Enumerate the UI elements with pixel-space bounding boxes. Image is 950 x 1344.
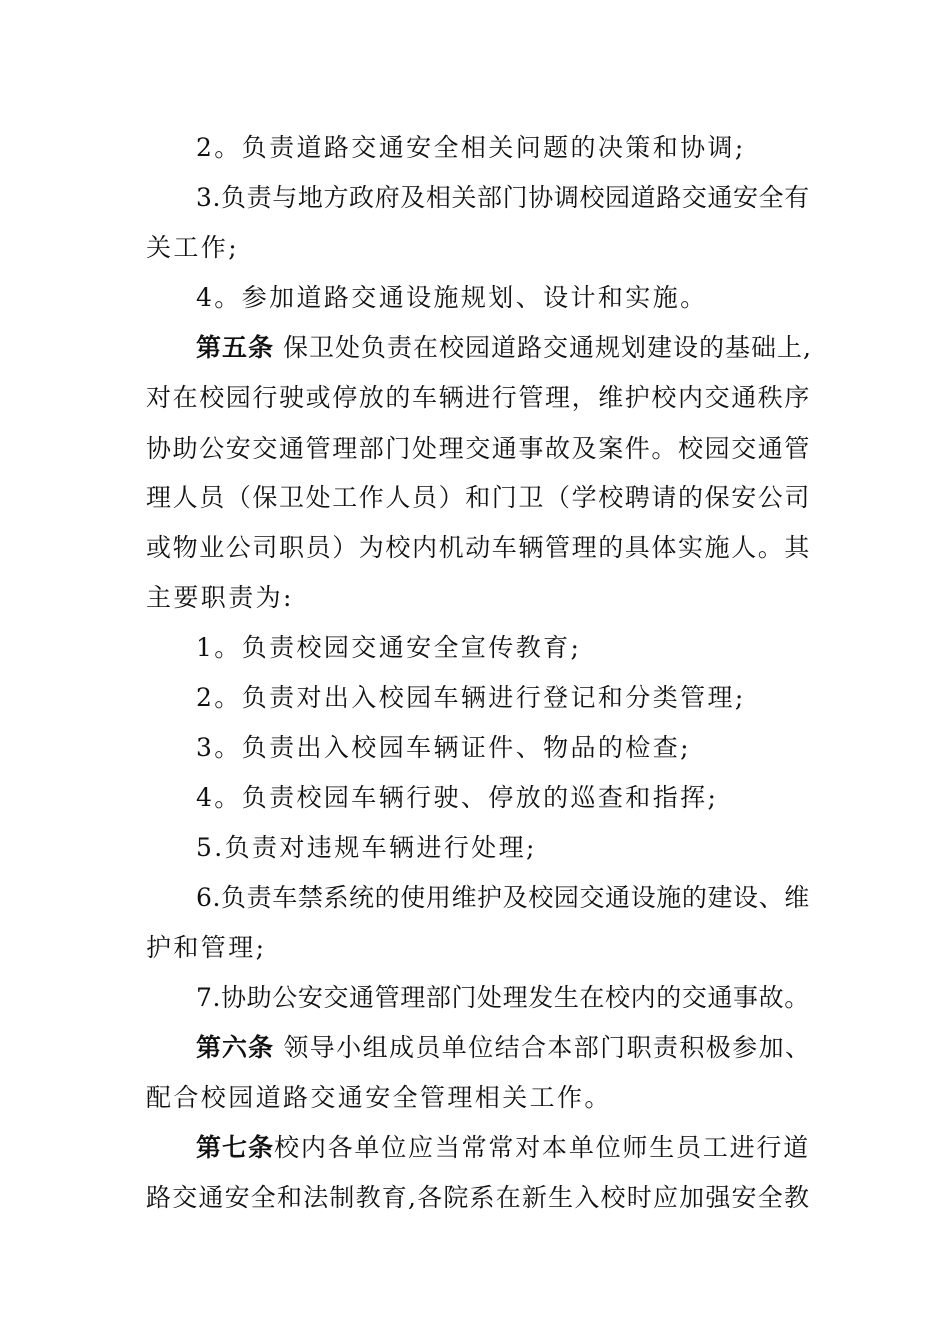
article-paragraph-line [196, 1033, 811, 1063]
text-line: 理人员（保卫处工作人员）和门卫（学校聘请的保安公司 [146, 483, 812, 512]
article-heading: 第五条 [196, 333, 275, 362]
article-paragraph-line [196, 1133, 810, 1163]
text-line: 2。负责对出入校园车辆进行登记和分类管理; [196, 683, 746, 712]
text-line: 4。负责校园车辆行驶、停放的巡查和指挥; [196, 783, 719, 812]
text-line: 2。负责道路交通安全相关问题的决策和协调; [196, 133, 746, 162]
text-line: 4。参加道路交通设施规划、设计和实施。 [196, 283, 708, 312]
text-line: 对在校园行驶或停放的车辆进行管理，维护校内交通秩序 [146, 383, 812, 412]
text-line: 7.协助公安交通管理部门处理发生在校内的交通事故。 [196, 983, 810, 1012]
text-fragment: 保卫处负责在校园道路交通规划建设的基础上, [282, 333, 812, 362]
text-line: 主要职责为: [146, 583, 294, 612]
text-line: 协助公安交通管理部门处理交通事故及案件。校园交通管 [146, 434, 812, 463]
text-line: 3.负责与地方政府及相关部门协调校园道路交通安全有 [196, 183, 810, 212]
text-line: 5.负责对违规车辆进行处理; [196, 833, 537, 862]
text-line: 护和管理; [146, 933, 267, 962]
text-fragment: 领导小组成员单位结合本部门职责积极参加、 [283, 1033, 812, 1062]
article-paragraph-line [196, 333, 812, 363]
text-line: 3。负责出入校园车辆证件、物品的检查; [196, 733, 691, 762]
text-line: 关工作; [146, 233, 240, 262]
text-line: 配合校园道路交通安全管理相关工作。 [146, 1083, 612, 1112]
article-heading: 第七条 [196, 1133, 275, 1162]
text-line: 6.负责车禁系统的使用维护及校园交通设施的建设、维 [196, 883, 810, 912]
text-line: 1。负责校园交通安全宣传教育; [196, 633, 582, 662]
text-line: 路交通安全和法制教育,各院系在新生入校时应加强安全教 [146, 1183, 811, 1212]
text-line: 或物业公司职员）为校内机动车辆管理的具体实施人。其 [146, 533, 812, 562]
text-fragment: 校内各单位应当常常对本单位师生员工进行道 [274, 1133, 811, 1162]
article-heading: 第六条 [196, 1033, 275, 1062]
